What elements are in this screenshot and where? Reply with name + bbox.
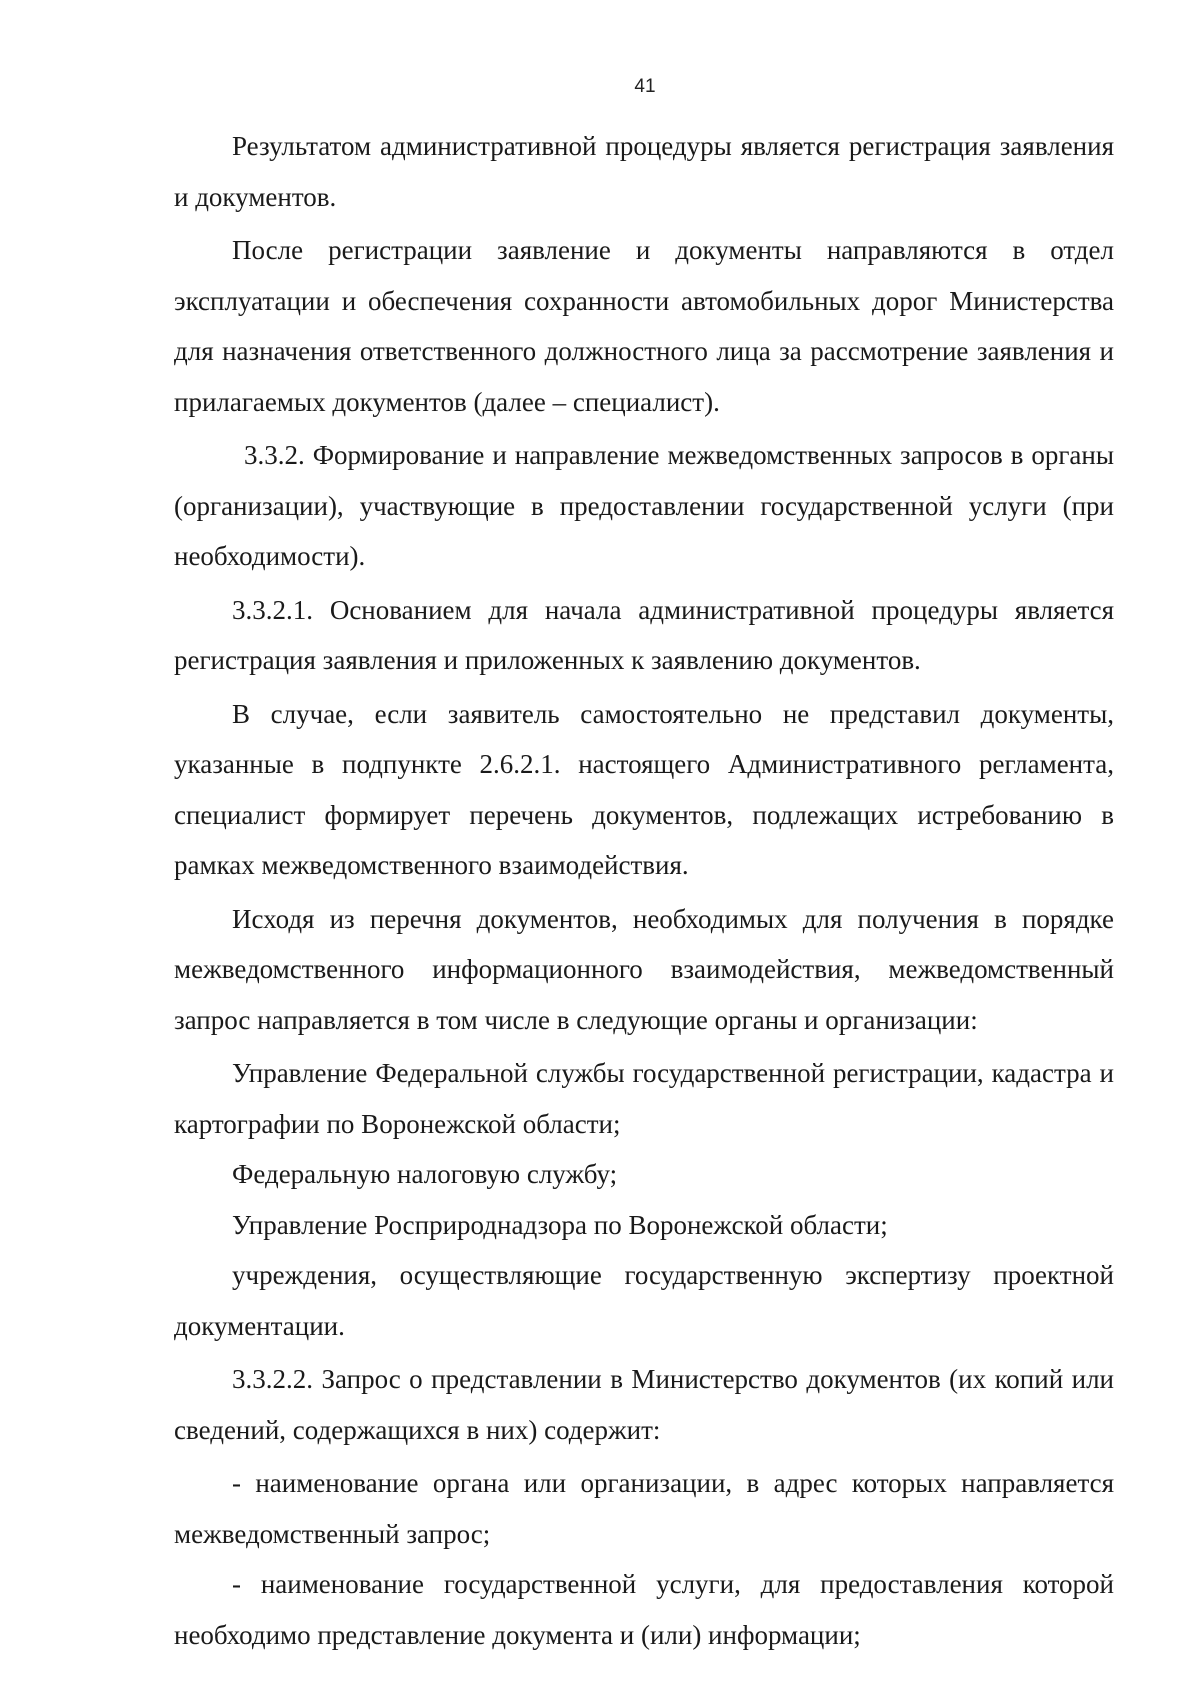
paragraph-after-registration: После регистрации заявление и документы направляются в отдел эксплуатации и обеспечения сохранности автомобильных дорог Министерства для назначения ответственного должностного лица за рассмотрение заявления и прилагаемых документов (далее – специалист). [174, 235, 1114, 417]
list-item-tax-service: Федеральную налоговую службу; [232, 1159, 618, 1189]
paragraph-registration-result: Результатом административной процедуры является регистрация заявления и документов. [174, 131, 1114, 212]
page-number: 41 [634, 76, 656, 97]
list-item-recipient-name: - наименование органа или организации, в адрес которых направляется межведомственный запрос; [174, 1468, 1114, 1549]
list-item-expertise-institutions: учреждения, осуществляющие государственную экспертизу проектной документации. [174, 1260, 1114, 1341]
document-body [174, 121, 1114, 1660]
list-item-rosreestr: Управление Федеральной службы государственной регистрации, кадастра и картографии по Воронежской области; [174, 1058, 1114, 1139]
paragraph-section-3-3-2-2: 3.3.2.2. Запрос о представлении в Министерство документов (их копий или сведений, содержащихся в них) содержит: [174, 1364, 1114, 1445]
paragraph-section-3-3-2-1: 3.3.2.1. Основанием для начала административной процедуры является регистрация заявления и приложенных к заявлению документов. [174, 594, 1114, 675]
list-item-rosprirodnadzor: Управление Росприроднадзора по Воронежской области; [232, 1209, 888, 1240]
paragraph-applicant-case: В случае, если заявитель самостоятельно не представил документы, указанные в подпункте 2.6.2.1. настоящего Административного регламента, специалист формирует перечень документов, подлежащих истребованию в рамках межведомственного взаимодействия. [174, 698, 1114, 880]
list-item-service-name: - наименование государственной услуги, для предоставления которой необходимо представление документа и (или) информации; [174, 1569, 1114, 1650]
paragraph-section-3-3-2: 3.3.2. Формирование и направление межведомственных запросов в органы (организации), участвующие в предоставлении государственной услуги (при необходимости). [174, 440, 1114, 571]
paragraph-request-recipients-intro: Исходя из перечня документов, необходимых для получения в порядке межведомственного информационного взаимодействия, межведомственный запрос направляется в том числе в следующие органы и организации: [174, 903, 1114, 1035]
